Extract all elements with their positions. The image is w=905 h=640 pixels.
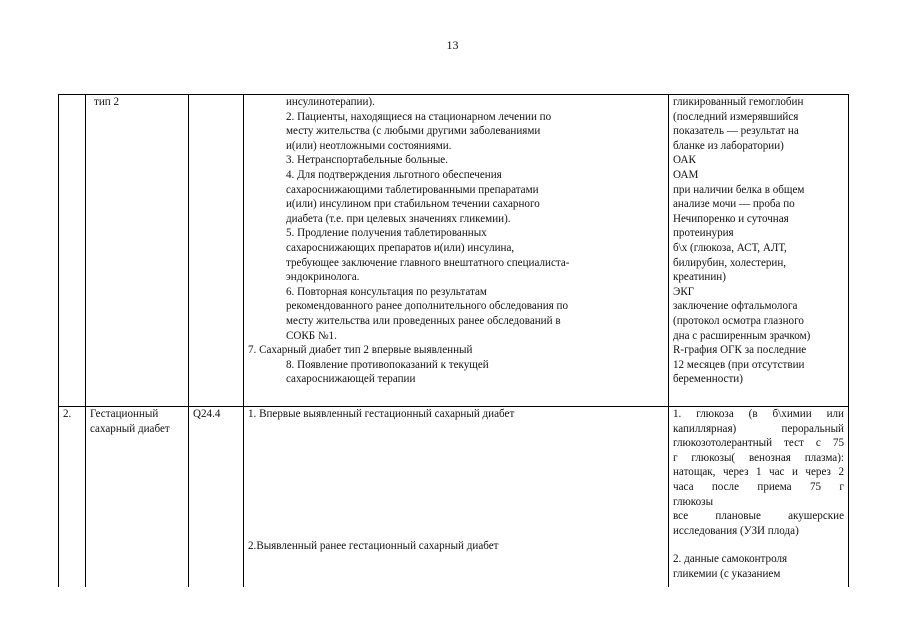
exam-line: показатель — результат на [673, 125, 799, 138]
reason-line: 2. Пациенты, находящиеся на стационарном лечении по [286, 110, 552, 123]
exam-line: г глюкозы( венозная плазма): [673, 451, 844, 464]
reason-line: месту жительства (с любыми другими заболеваниями [286, 125, 541, 138]
reason-line: сахароснижающих препаратов и(или) инсулина, [286, 241, 515, 254]
exam-line: беременности) [673, 373, 743, 386]
reason-line: эндокринолога. [286, 271, 360, 284]
exams-block [673, 407, 844, 495]
reason-line: требующее заключение главного внештатного специалиста- [286, 256, 570, 269]
reason-line: инсулинотерапии). [286, 96, 375, 108]
reason-line: 3. Нетранспортабельные больные. [286, 154, 448, 167]
row-number-cell [59, 407, 86, 587]
exam-line: протеинурия [673, 227, 734, 240]
exam-line: заключение офтальмолога [673, 300, 798, 313]
exam-line: все плановые акушерские [673, 510, 844, 523]
reason-line: месту жительства или проведенных ранее обследований в [286, 314, 561, 327]
reason-line: и(или) инсулином при стабильном течении сахарного [286, 198, 540, 211]
referral-table [58, 94, 849, 587]
icd-code-cell [189, 95, 244, 407]
exam-line: гликированный гемоглобин [673, 96, 804, 108]
exam-line: креатинин) [673, 271, 726, 284]
exam-line: билирубин, холестерин, [673, 256, 787, 269]
diagnosis-line: сахарный диабет [90, 422, 170, 435]
reason-line: диабета (т.е. при целевых значениях гликемии). [286, 212, 511, 225]
row-number: 2. [63, 408, 72, 420]
reason-line: 6. Повторная консультация по результатам [286, 285, 487, 298]
diagnosis-type: тип 2 [94, 96, 120, 108]
exam-line: 2. данные самоконтроля [673, 553, 788, 566]
reason-item: 1. Впервые выявленный гестационный сахарный диабет [248, 408, 515, 420]
reason-item: 2.Выявленный ранее гестационный сахарный диабет [248, 539, 499, 552]
reason-line: 7. Сахарный диабет тип 2 впервые выявленный [248, 344, 473, 357]
exam-line: глюкозы [673, 495, 714, 508]
reason-line: сахароснижающими таблетированными препаратами [286, 183, 539, 196]
exam-line: ОАМ [673, 168, 699, 181]
reasons-cell [244, 407, 669, 587]
reason-line: сахароснижающей терапии [286, 373, 416, 386]
exam-line: анализе мочи — проба по [673, 198, 795, 211]
exam-line: гликемии (с указанием [673, 567, 781, 580]
exam-line: глюкозотолерантный тест с 75 [673, 437, 844, 450]
exam-line: ЭКГ [673, 285, 695, 298]
exams-list [673, 95, 844, 387]
reason-line: 4. Для подтверждения льготного обеспечения [286, 168, 502, 181]
reasons-cell [244, 95, 669, 407]
reason-line: 5. Продление получения таблетированных [286, 227, 487, 240]
exam-line: 12 месяцев (при отсутствии [673, 358, 805, 371]
exam-line: натощак, через 1 час и через 2 [673, 466, 844, 479]
diagnosis-line: Гестационный [90, 408, 159, 420]
exam-line: часа после приема 75 г [673, 480, 844, 493]
reason-line: 8. Появление противопоказаний к текущей [286, 358, 489, 371]
row-number-cell [59, 95, 86, 407]
exams-cell [669, 95, 849, 407]
icd-code-cell [189, 407, 244, 587]
exam-line: дна с расширенным зрачком) [673, 329, 811, 342]
exam-line: 1. глюкоза (в б\химии или [673, 408, 844, 420]
exams-cell [669, 407, 849, 587]
exam-line: бланке из лаборатории) [673, 139, 784, 152]
exam-line: при наличии белка в общем [673, 183, 805, 196]
reason-line: рекомендованного ранее дополнительного обследования по [286, 300, 569, 313]
reason-line: и(или) неотложными состояниями. [286, 139, 452, 152]
exam-line: R-графия ОГК за последние [673, 344, 807, 357]
exams-block [673, 495, 844, 539]
exam-line: б\х (глюкоза, АСТ, АЛТ, [673, 241, 787, 254]
exams-block [673, 552, 844, 581]
table-row [59, 407, 849, 587]
diagnosis-cell [86, 95, 189, 407]
exam-line: (последний измерявшийся [673, 110, 799, 123]
exam-line: капиллярная) пероральный [673, 422, 844, 435]
exam-line: (протокол осмотра глазного [673, 314, 804, 327]
exam-line: ОАК [673, 154, 696, 167]
table-row [59, 95, 849, 407]
icd-code: Q24.4 [193, 408, 221, 420]
diagnosis-cell [86, 407, 189, 587]
exam-line: Нечипоренко и суточная [673, 212, 789, 225]
reasons-list [248, 95, 664, 387]
exam-line: исследования (УЗИ плода) [673, 524, 799, 537]
page-number: 13 [446, 38, 459, 52]
reason-line: СОКБ №1. [286, 329, 337, 342]
